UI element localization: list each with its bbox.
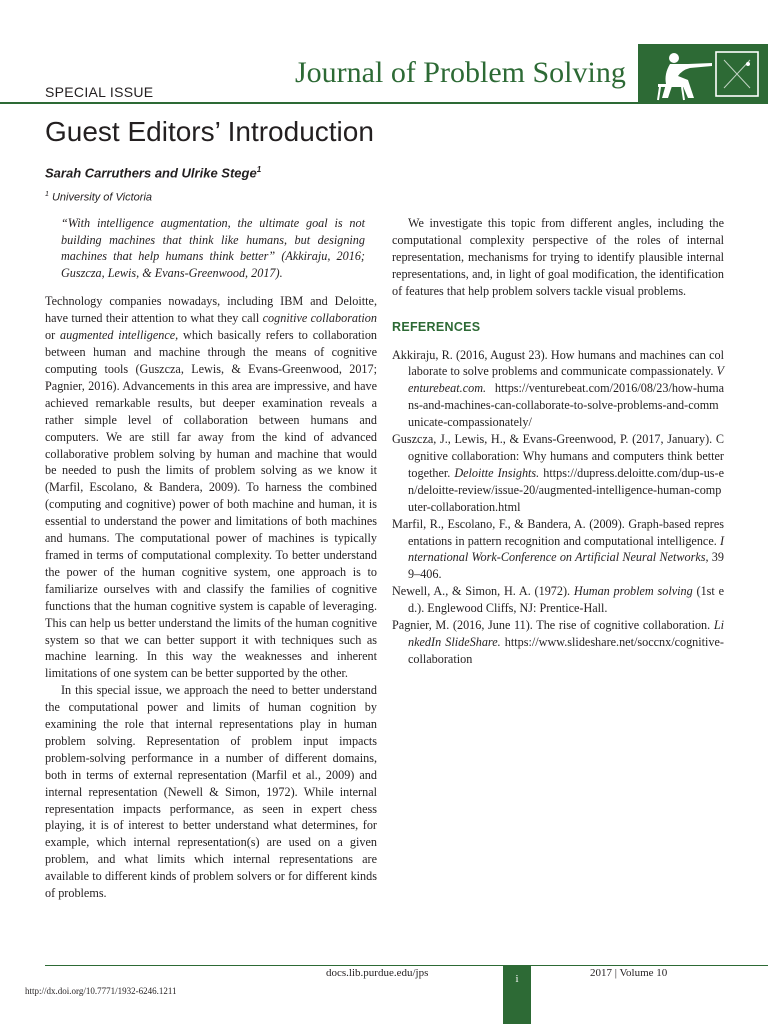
- paragraph-1: [45, 293, 377, 682]
- article-title: Guest Editors’ Introduction: [45, 116, 374, 147]
- reference-publisher: (1st ed.). Englewood Cliffs, NJ: Prentice-Hall.: [408, 584, 724, 616]
- reference-text: Newell, A., & Simon, H. A. (1972).: [392, 584, 574, 599]
- authors-text: Sarah Carruthers and Ulrike Stege: [45, 165, 257, 181]
- epigraph: “With intelligence augmentation, the ultimate goal is not building machines that think like humans, but designing machines that help humans think better” (Akkiraju, 2016; Guszcza, Lewis, & Evans-Greenwood, 2017).: [61, 216, 365, 280]
- reference-source: Venturebeat.com.: [408, 364, 724, 396]
- reference-pages: 399–406.: [408, 550, 724, 582]
- reference-item: [392, 516, 724, 584]
- paragraph-1-text-b: or: [45, 328, 60, 343]
- reference-item: [392, 617, 724, 668]
- affiliation: [45, 191, 152, 204]
- paragraph-2: In this special issue, we approach the need to better understand the computational power and limits of human cognition by examining the role that internal representations play in human problem solving. Representation of problem input impacts problem-solving performance in a number of different domains, both in terms of external representation (Marfil et al., 2009) and internal representation (Newell & Simon, 1972). While internal representation impacts performance, as seen in expert chess playing, it is of interest to better understand what determines, for example, which internal representation(s) are used on a given problem, and what limits which internal representations are available to different kinds of problem solvers or for different kinds of problems.: [45, 683, 377, 901]
- reference-text: Akkiraju, R. (2016, August 23). How humans and machines can collaborate to solve problems and communicate compassionately.: [392, 347, 724, 379]
- special-issue-label: SPECIAL ISSUE: [45, 84, 154, 100]
- right-column: [392, 215, 724, 668]
- affiliation-note: 1: [45, 191, 49, 198]
- doi-link[interactable]: http://dx.doi.org/10.7771/1932-6246.1211: [25, 986, 177, 996]
- references-heading: REFERENCES: [392, 319, 481, 334]
- thinker-icon: [638, 44, 768, 104]
- term-cognitive-collaboration: cognitive collaboration: [262, 311, 377, 326]
- paragraph-1-text-c: which basically refers to collaboration between human and machine through the means of cognitive computing tools (Guszcza, Lewis, & Evans-Greenwood, 2017; Pagnier, 2016). Advancements in this area are impressive, and have achieved remarkable results, but deeper examination reveals a rather simple level of collaboration between humans and computers. We are still far away from the kind of advanced collaborative problem solving by human and machine that would be needed to push the limits of problem solving as we know it (Marfil, Escolano, & Bandera, 2009). To harness the combined (computing and cognitive) power of both machine and human, it is essential to understand the power and limitations of both machines and humans. The computational power of machines is typically framed in terms of computational complexity. To better understand the power of the human cognitive system, one approach is to familiarize ourselves with and classify the families of cognitive functions that the human cognitive system is capable of leveraging. This can help us better understand the limits of the human cognitive system so that we can better support it with techniques such as machine learning. In this way the weaknesses and inherent limitations of one system can be better supported by the other.: [45, 328, 378, 681]
- year-volume: 2017 | Volume 10: [590, 967, 668, 979]
- reference-text: Guszcza, J., Lewis, H., & Evans-Greenwood, P. (2017, January). Cognitive collaboration: Why humans and computers think better together.: [392, 432, 724, 480]
- footer-rule: [45, 965, 768, 966]
- footer-url[interactable]: docs.lib.purdue.edu/jps: [326, 967, 429, 979]
- reference-link[interactable]: https://www.slideshare.net/soccnx/cognitive-collaboration: [408, 634, 724, 666]
- page-number-box: [503, 966, 531, 1024]
- reference-source: Deloitte Insights.: [454, 465, 540, 480]
- reference-text: Pagnier, M. (2016, June 11). The rise of cognitive collaboration.: [392, 618, 714, 633]
- reference-item: [392, 431, 724, 516]
- left-column: [45, 215, 377, 902]
- reference-item: [392, 583, 724, 617]
- paragraph-1-text-a: Technology companies nowadays, including IBM and Deloitte, have turned their attention to what they call: [45, 294, 377, 326]
- reference-text: Marfil, R., Escolano, F., & Bandera, A. (2009). Graph-based representations in pattern recognition and computational intelligence.: [392, 516, 724, 548]
- affiliation-text: University of Victoria: [51, 191, 153, 204]
- reference-link[interactable]: https://dupress.deloitte.com/dup-us-en/deloitte-review/issue-20/augmented-intelligence-human-computer-collaboration.html: [408, 465, 724, 514]
- authors: [45, 165, 261, 180]
- reference-item: [392, 347, 724, 432]
- author-note: 1: [256, 165, 262, 174]
- reference-source: International Work-Conference on Artificial Neural Networks,: [408, 533, 724, 565]
- reference-source: LinkedIn SlideShare.: [408, 618, 724, 649]
- journal-logo: [638, 44, 768, 104]
- term-augmented-intelligence: augmented intelligence,: [60, 328, 179, 343]
- page-number: i: [515, 973, 519, 985]
- journal-title: Journal of Problem Solving: [295, 56, 626, 89]
- reference-link[interactable]: https://venturebeat.com/2016/08/23/how-humans-and-machines-can-collaborate-to-solve-problems-and-communicate-compassionately/: [408, 381, 724, 430]
- paragraph-3: We investigate this topic from different angles, including the computational complexity perspective of the roles of internal representation, mechanisms for trying to identify plausible internal representations, and, in light of goal modification, the identification of features that help problem solvers tackle visual problems.: [392, 216, 724, 298]
- reference-source: Human problem solving: [573, 584, 693, 599]
